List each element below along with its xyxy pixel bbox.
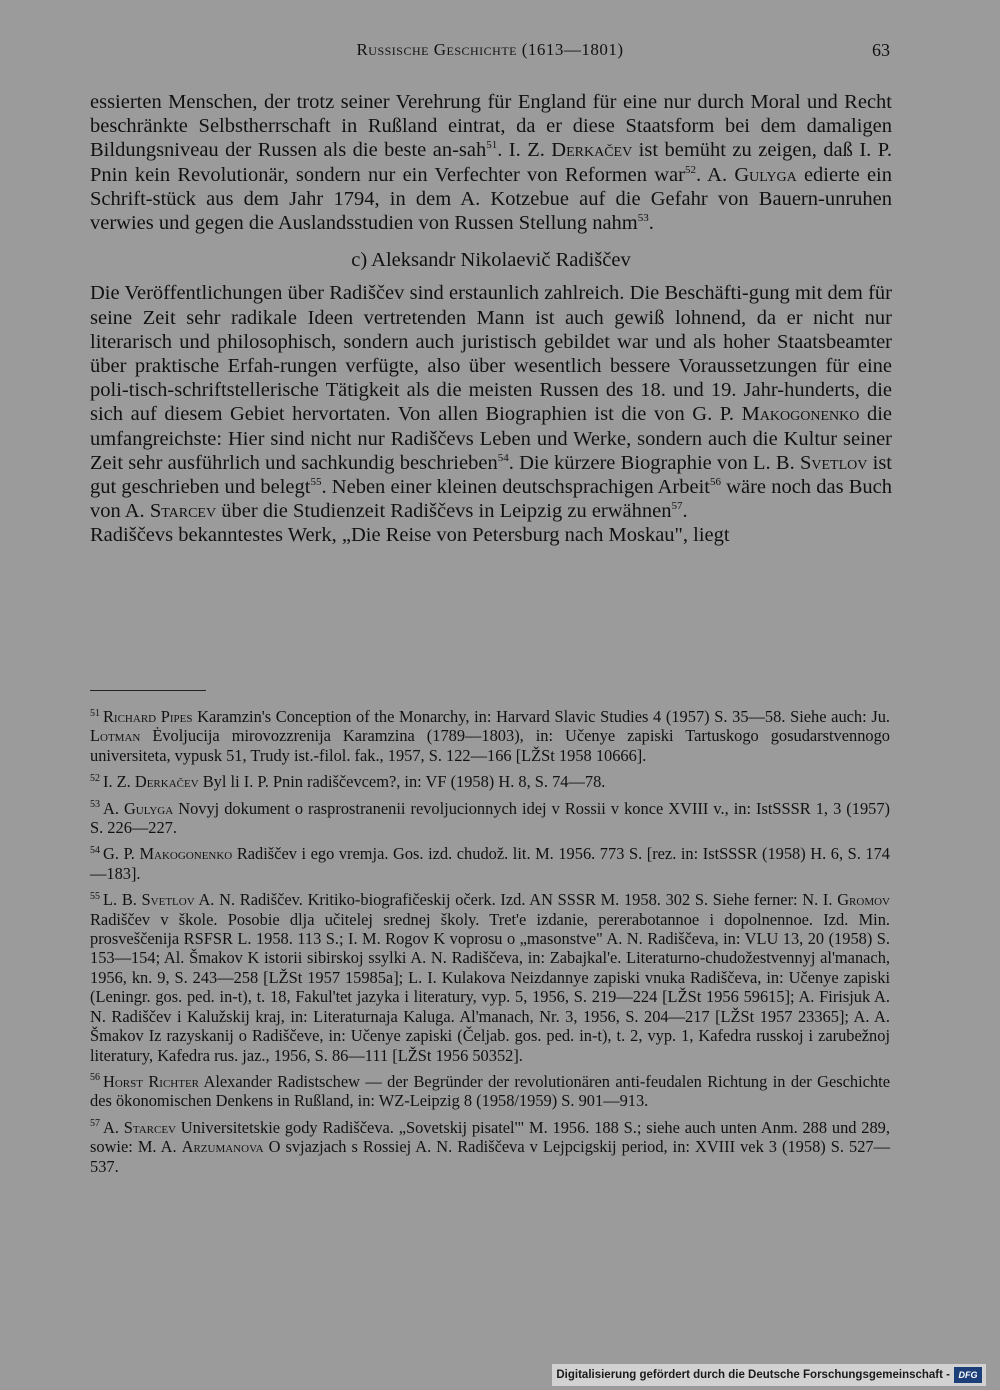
footnote-55: $^{55}$ L. B. Svetlov A. N. Radiščev. Kritiko-biografičeskij očerk. Izd. AN SSSR M. 1958. 302 S. Siehe ferner: N. I. Gromov Radiščev v škole. Posobie dlja učitelej srednej školy. Tret'e izdanie, pererabotannoe i dopolnennoe. Izd. Min. prosveščenija RSFSR L. 1958. 113 S.; I. M. Rogov K voprosu o „masonstve" A. N. Radiščeva, in: VLU 13, 20 (1958) S. 153—154; Al. Šmakov K istorii sibirskoj ssylki A. N. Radiščeva, in: Zabajkal'e. Literaturno-chudožestvennyj al'manach, 1956, kn. 9, S. 243—258 [LŽSt 1957 15985a]; L. I. Kulakova Neizdannye zapiski vnuka Radiščeva, in: Učenye zapiski (Leningr. gos. ped. in-t), t. 18, Fakul'tet jazyka i literatury, vyp. 5, 1956, S. 219—224 [LŽSt 1956 59615]; A. Firisjuk A. N. Radiščev i Kalužskij kraj, in: Literaturnaja Kaluga. Al'manach, Nr. 3, 1956, S. 204—217 [LŽSt 1957 23365]; A. A. Šmakov Iz razyskanij o Radiščeve, in: Učenye zapiski (Čeljab. gos. ped. in-t), t. 2, vyp. 1, Kafedra russkoj i zarubežnoj literatury, Kafedra rus. jaz., 1956, S. 86—111 [LŽSt 1956 50352]. xyxy=(90,890,890,1065)
credit-text: Digitalisierung gefördert durch die Deutsche Forschungsgemeinschaft - xyxy=(556,1369,950,1381)
footnote-ref: 52 xyxy=(684,163,696,176)
footnote-54: $^{54}$ G. P. Makogonenko Radiščev i ego vremja. Gos. izd. chudož. lit. M. 1956. 773 S. [rez. in: IstSSSR (1958) H. 6, S. 174—183]. xyxy=(90,844,890,883)
author-name: Makogonenko xyxy=(741,403,860,426)
author-name: Gulyga xyxy=(734,163,797,186)
author-name: Derkačev xyxy=(551,139,633,162)
author-name: Starcev xyxy=(149,500,217,523)
digitization-credit xyxy=(552,1364,986,1386)
author-name: Svetlov xyxy=(799,451,868,474)
footnote-ref: 57 xyxy=(671,500,683,513)
body-text xyxy=(90,90,892,548)
footnote-51: $^{51}$ Richard Pipes Karamzin's Conception of the Monarchy, in: Harvard Slavic Studies 4 (1957) S. 35—58. Siehe auch: Ju. Lotman Ėvoljucija mirovozzrenija Karamzina (1789—1803), in: Učenye zapiski Tartuskogo gosudarstvennogo universiteta, vypusk 51, Trudy ist.-filol. fak., 1957, S. 122—166 [LŽSt 1958 10666]. xyxy=(90,707,891,765)
dfg-logo-icon: DFG xyxy=(954,1367,982,1383)
running-title: Russische Geschichte (1613—1801) xyxy=(356,40,624,59)
footnote-ref: 51 xyxy=(486,139,498,152)
running-head xyxy=(90,40,890,66)
footnote-53: $^{53}$ A. Gulyga Novyj dokument o rasprostranenii revoljucionnych idej v Rossii v konce XVIII v., in: IstSSSR 1, 3 (1957) S. 226—227. xyxy=(90,798,890,838)
footnote-ref: 56 xyxy=(710,476,721,489)
footnotes xyxy=(90,707,890,1183)
paragraph-radiscev: Die Veröffentlichungen über Radiščev sind erstaunlich zahlreich. Die Beschäfti-gung mit dem für seine Zeit sehr radikale Ideen vertretenden Mann ist auch gewiß lohnend, da er nicht nur literarisch und philosophisch, sondern auch juristisch gebildet war und als hoher Staatsbeamter über praktische Erfah-rungen verfügte, also über wesentlich bessere Voraussetzungen für eine poli-tisch-schriftstellerische Tätigkeit als die meisten Russen des 18. und 19. Jahr-hunderts, die sich auf diesem Gebiet hervortaten. Von allen Biographien ist die von G. P. Makogonenko die umfangreichste: Hier sind nicht nur Radiščevs Leben und Werke, sondern auch die Kultur seiner Zeit sehr ausführlich und sachkundig beschrieben$^{54}$. Die kürzere Biographie von L. B. Svetlov ist gut geschrieben und belegt$^{55}$. Neben einer kleinen deutschsprachigen Arbeit$^{56}$ wäre noch das Buch von A. Starcev über die Studienzeit Radiščevs in Leipzig zu erwähnen$^{57}$. xyxy=(90,282,893,523)
footnote-ref: 54 xyxy=(497,452,509,465)
section-heading: c) Aleksandr Nikolaevič Radiščev xyxy=(351,249,631,272)
page-number: 63 xyxy=(872,40,890,60)
footnote-ref: 53 xyxy=(637,212,649,225)
paragraph-reise: Radiščevs bekanntestes Werk, „Die Reise von Petersburg nach Moskau", liegt xyxy=(90,524,730,547)
footnote-52: $^{52}$ I. Z. Derkačev Byl li I. P. Pnin radiščevcem?, in: VF (1958) H. 8, S. 74—78. xyxy=(90,772,606,792)
footnote-separator xyxy=(90,690,206,691)
footnote-57: $^{57}$ A. Starcev Universitetskie gody Radiščeva. „Sovetskij pisatel'" M. 1956. 188 S.; siehe auch unten Anm. 288 und 289, sowie: M. A. Arzumanova O svjazjach s Rossiej A. N. Radiščeva v Lejpcigskij period, in: XVIII vek 3 (1958) S. 527—537. xyxy=(90,1117,890,1176)
footnote-56: $^{56}$ Horst Richter Alexander Radistschew — der Begründer der revolutionären anti-feudalen Richtung in der Geschichte des ökonomischen Denkens in Rußland, in: WZ-Leipzig 8 (1958/1959) S. 901—913. xyxy=(90,1071,890,1111)
paragraph-continuation: essierten Menschen, der trotz seiner Verehrung für England für eine nur durch Moral und Recht beschränkte Selbstherrschaft in Rußland eintrat, da er diese Staatsform bei dem damaligen Bildungsniveau der Russen als die beste an-sah$^{51}$. I. Z. Derkačev ist bemüht zu zeigen, daß I. P. Pnin kein Revolutionär, sondern nur ein Verfechter von Reformen war$^{52}$. A. Gulyga edierte ein Schrift-stück aus dem Jahr 1794, in dem A. Kotzebue auf die Gefahr von Bauern-unruhen verwies und gegen die Auslandsstudien von Russen Stellung nahm$^{53}$. xyxy=(90,91,892,235)
footnote-ref: 55 xyxy=(310,476,322,489)
